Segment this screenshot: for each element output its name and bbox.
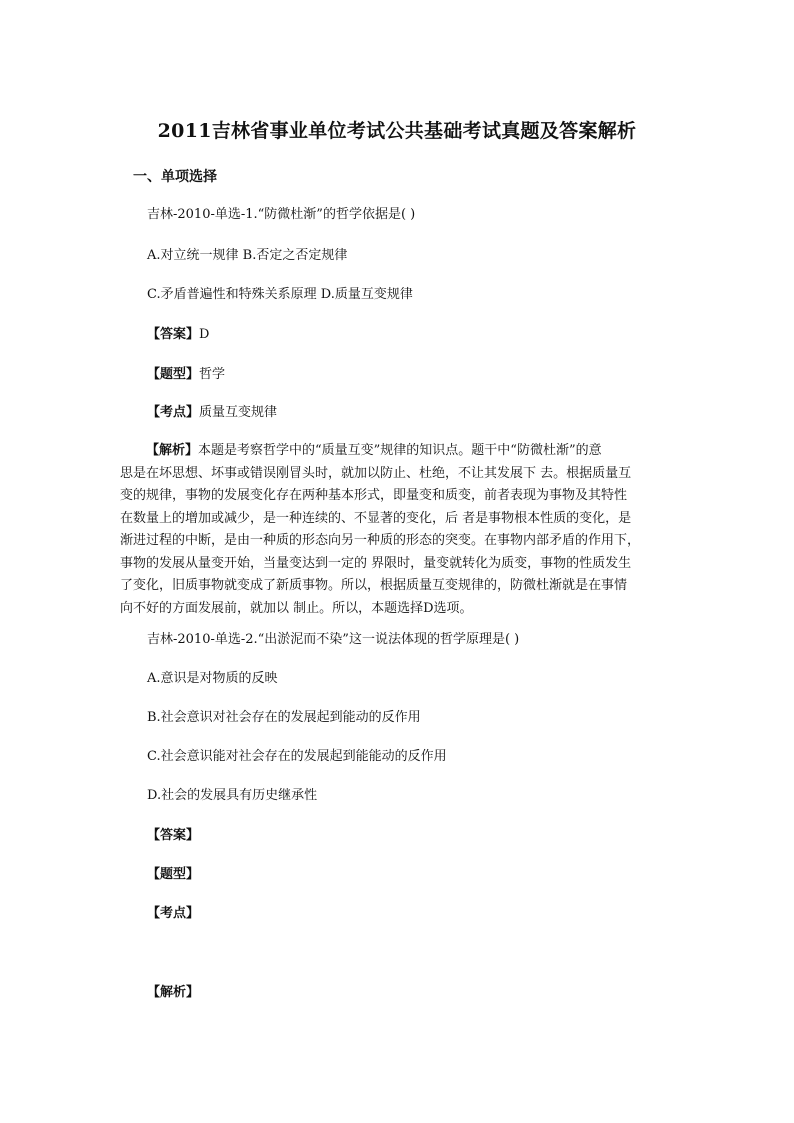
q1-answer [147, 325, 209, 345]
q1-point [147, 403, 277, 423]
section-heading: 一、单项选择 [133, 169, 217, 185]
q2-analysis-label: 【解析】 [147, 985, 200, 1000]
q1-point-label: 【考点】 [147, 405, 200, 420]
q1-analysis [120, 440, 680, 620]
document-title: 2011吉林省事业单位考试公共基础考试真题及答案解析 [157, 120, 637, 142]
q1-analysis-line-3: 变的规律，事物的发展变化存在两种基本形式，即量变和质变，前者表现为事物及其特性 [120, 488, 628, 503]
q1-analysis-line-6: 事物的发展从量变开始，当量变达到一定的 界限时，量变就转化为质变，事物的性质发生 [120, 555, 632, 571]
q1-analysis-line-5: 渐进过程的中断，是由一种质的形态向另一种质的形态的突变。在事物内部矛盾的作用下， [120, 533, 641, 548]
q2-stem: 吉林-2010-单选-2.“出淤泥而不染”这一说法体现的哲学原理是( ) [147, 632, 520, 647]
q1-type-value: 哲学 [199, 367, 226, 382]
q1-answer-label: 【答案】 [147, 327, 200, 342]
q1-analysis-label: 【解析】 [146, 443, 199, 458]
q2-option-c: C.社会意识能对社会存在的发展起到能能动的反作用 [147, 749, 447, 764]
q1-analysis-line-1: 【解析】本题是考察哲学中的“质量互变”规律的知识点。题干中“防微杜渐”的意 [146, 443, 602, 458]
q2-point-label: 【考点】 [147, 906, 200, 921]
q1-analysis-line-2: 思是在坏思想、坏事或错误刚冒头时，就加以防止、杜绝，不让其发展下 去。根据质量互 [120, 465, 632, 481]
q1-type [147, 365, 225, 385]
q1-analysis-line-8: 向不好的方面发展前，就加以 制止。所以，本题选择D选项。 [120, 600, 473, 616]
q2-option-a: A.意识是对物质的反映 [147, 671, 278, 686]
q1-options-cd: C.矛盾普遍性和特殊关系原理 D.质量互变规律 [147, 287, 413, 302]
q1-analysis-line-4: 在数量上的增加或减少，是一种连续的、不显著的变化，后 者是事物根本性质的变化，是 [120, 510, 632, 526]
q1-answer-value: D [199, 327, 210, 342]
q2-type-label: 【题型】 [147, 867, 200, 882]
q2-option-b: B.社会意识对社会存在的发展起到能动的反作用 [147, 710, 421, 725]
q2-answer-label: 【答案】 [147, 828, 200, 843]
q1-stem: 吉林-2010-单选-1.“防微杜渐”的哲学依据是( ) [147, 207, 416, 222]
q2-option-d: D.社会的发展具有历史继承性 [147, 788, 318, 803]
q1-point-value: 质量互变规律 [199, 405, 278, 420]
q1-type-label: 【题型】 [147, 367, 200, 382]
q1-analysis-line-7: 了变化，旧质事物就变成了新质事物。所以，根据质量互变规律的，防微杜渐就是在事情 [120, 578, 628, 593]
q1-options-ab: A.对立统一规律 B.否定之否定规律 [147, 248, 348, 263]
